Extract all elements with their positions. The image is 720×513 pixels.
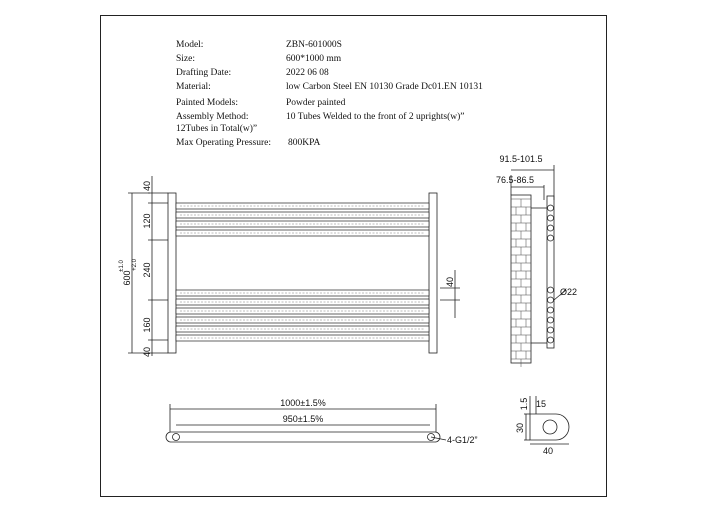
tube-circle: [548, 287, 554, 293]
spec-label-date: Drafting Date:: [176, 68, 232, 78]
spec-value-date: 2022 06 08: [286, 68, 329, 78]
tube-circle: [548, 337, 554, 343]
spec-label-painted: Painted Models:: [176, 98, 239, 108]
front-view: [128, 176, 460, 356]
detail-view: [524, 396, 569, 444]
spec-label-size: Size:: [176, 54, 195, 64]
tube-circle: [548, 317, 554, 323]
dim-front-right: 40: [445, 276, 455, 288]
spec-value-assembly: 10 Tubes Welded to the front of 2 uprights(w)”: [286, 112, 465, 122]
spec-value-pressure: 800KPA: [288, 138, 321, 148]
dim-front-seg3: 160: [142, 317, 152, 333]
spec-label-material: Material:: [176, 82, 211, 92]
spec-label-tubes: 12Tubes in Total(w)”: [176, 124, 258, 134]
tube-circle: [548, 307, 554, 313]
dim-side-top: 91.5-101.5: [499, 154, 543, 164]
spec-value-material: low Carbon Steel EN 10130 Grade Dc01.EN 10131: [286, 82, 483, 92]
spec-label-pressure: Max Operating Pressure:: [176, 138, 271, 148]
dim-top-overall: 1000±1.5%: [280, 398, 326, 408]
side-view: [511, 165, 566, 367]
right-upright: [429, 193, 437, 353]
dim-detail-d: 40: [542, 446, 554, 456]
dim-front-seg2: 240: [142, 262, 152, 278]
dim-front-top: 40: [142, 180, 152, 192]
dim-front-bottom: 40: [142, 346, 152, 358]
dim-detail-a: 1.5: [519, 397, 529, 411]
spec-label-model: Model:: [176, 40, 204, 50]
spec-value-painted: Powder painted: [286, 98, 346, 108]
spec-label-assembly: Assembly Method:: [176, 112, 249, 122]
tube-group-upper: [176, 203, 429, 236]
tube-circle: [548, 215, 554, 221]
tube-circle: [548, 205, 554, 211]
spec-value-size: 600*1000 mm: [286, 54, 342, 64]
left-upright: [168, 193, 176, 353]
dim-front-total-tol2: +2.0: [132, 259, 138, 271]
tube-circle: [548, 327, 554, 333]
tube-circle: [548, 235, 554, 241]
profile-shape: [530, 414, 569, 440]
dim-top-centers: 950±1.5%: [282, 414, 324, 424]
tube-circle: [548, 297, 554, 303]
spec-value-model: ZBN-601000S: [286, 40, 342, 50]
dim-detail-c: 30: [515, 422, 525, 434]
dim-front-total-tol: ±1.0: [119, 260, 125, 272]
dim-side-second: 76.5-86.5: [495, 175, 535, 185]
dim-side-diam: Ø22: [560, 287, 578, 297]
dim-top-port: 4-G1/2”: [447, 435, 478, 445]
top-tube-bar: [166, 432, 440, 442]
tube-circle: [548, 225, 554, 231]
dim-detail-b: 15: [535, 399, 547, 409]
dim-front-seg1: 120: [142, 213, 152, 229]
tube-group-lower: [176, 290, 429, 341]
dim-front-total: 600: [122, 270, 132, 286]
